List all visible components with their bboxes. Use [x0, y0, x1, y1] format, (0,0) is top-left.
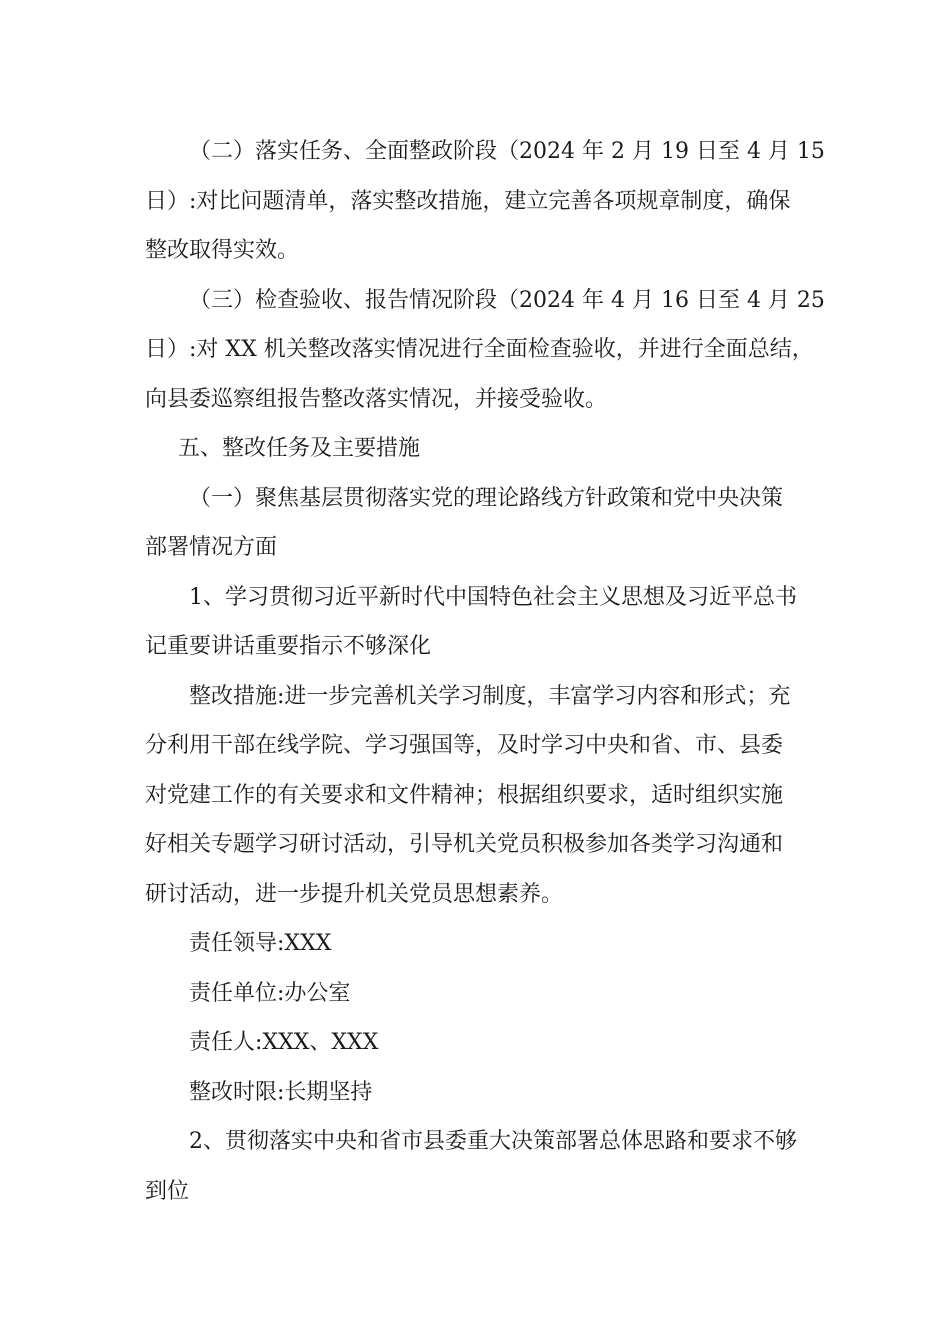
text-line: 责任领导:XXX [189, 931, 332, 956]
text-line: 研讨活动，进一步提升机关党员思想素养。 [145, 881, 564, 907]
paragraph-measures-1 [145, 672, 810, 920]
text-line: 责任单位:办公室 [189, 980, 351, 1006]
text-line: 到位 [145, 1178, 190, 1204]
text-line: （三）检查验收、报告情况阶段（2024 年 4 月 16 日至 4 月 25 [189, 287, 825, 313]
text-line: （二）落实任务、全面整政阶段（2024 年 2 月 19 日至 4 月 15 [189, 139, 825, 164]
text-line: 整改时限:长期坚持 [189, 1079, 373, 1105]
section-heading-5 [145, 424, 810, 474]
paragraph-sub-1 [145, 573, 810, 672]
paragraph-sub-2 [145, 1117, 810, 1216]
paragraph-item-1 [145, 474, 810, 573]
paragraph-person-1 [145, 1018, 810, 1068]
text-line: 记重要讲话重要指示不够深化 [145, 634, 432, 659]
text-line: 向县委巡察组报告整改落实情况，并接受验收。 [145, 386, 608, 412]
text-line: 整改取得实效。 [145, 238, 300, 263]
paragraph-unit-1 [145, 969, 810, 1019]
document-body [145, 127, 825, 1216]
paragraph-stage-3 [145, 276, 825, 425]
paragraph-stage-2 [145, 127, 825, 276]
text-line: 对党建工作的有关要求和文件精神；根据组织要求，适时组织实施 [145, 782, 784, 808]
text-line: 1、学习贯彻习近平新时代中国特色社会主义思想及习近平总书 [189, 584, 797, 610]
paragraph-deadline-1 [145, 1068, 810, 1118]
text-line: 2、贯彻落实中央和省市县委重大决策部署总体思路和要求不够 [189, 1129, 797, 1154]
text-line: （一）聚焦基层贯彻落实党的理论路线方针政策和党中央决策 [189, 485, 784, 511]
text-line: 责任人:XXX、XXX [189, 1030, 379, 1055]
text-line: 日）:对比问题清单，落实整改措施，建立完善各项规章制度，确保 [145, 188, 791, 214]
text-line: 日）:对 XX 机关整改落实情况进行全面检查验收，并进行全面总结， [145, 337, 814, 362]
text-line: 部署情况方面 [145, 535, 278, 560]
paragraph-leader-1 [145, 919, 810, 969]
text-line: 五、整改任务及主要措施 [178, 436, 421, 461]
text-line: 整改措施:进一步完善机关学习制度，丰富学习内容和形式；充 [189, 683, 791, 709]
text-line: 好相关专题学习研讨活动，引导机关党员积极参加各类学习沟通和 [145, 832, 784, 857]
text-line: 分利用干部在线学院、学习强国等，及时学习中央和省、市、县委 [145, 733, 784, 758]
